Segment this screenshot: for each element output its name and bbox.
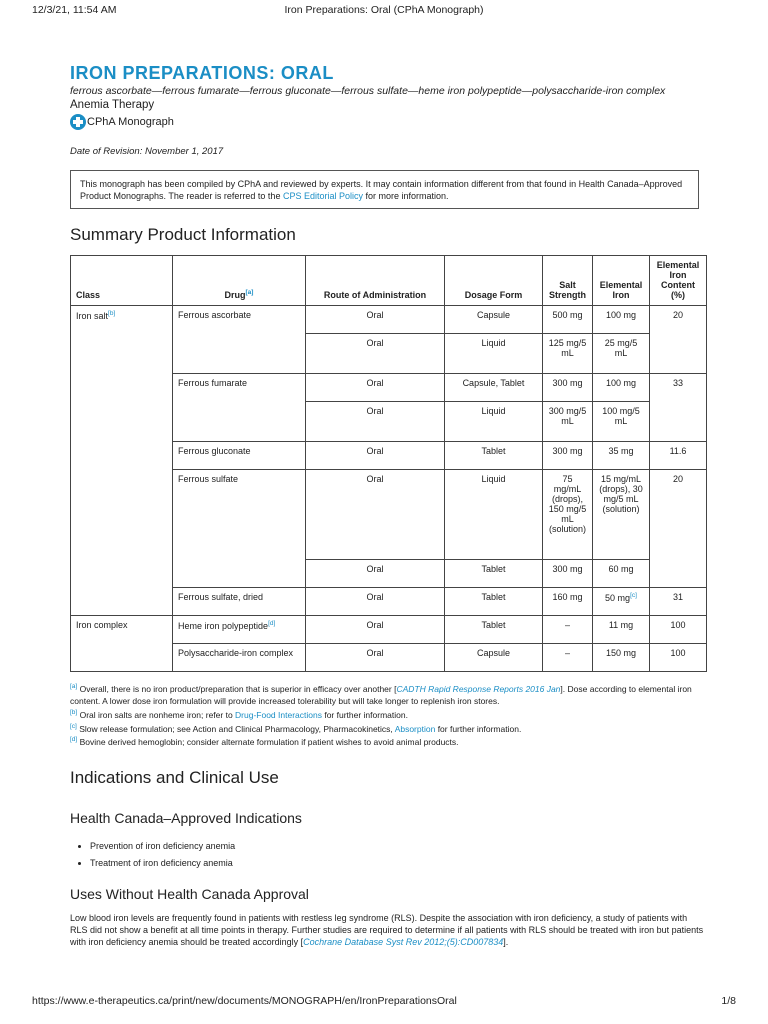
drug-cell: Ferrous gluconate	[173, 442, 306, 470]
col-drug	[173, 256, 306, 306]
form-cell: Tablet	[445, 442, 543, 470]
print-header	[0, 4, 768, 24]
form-cell: Liquid	[445, 402, 543, 442]
col-salt-strength: Salt Strength	[543, 256, 593, 306]
rls-text: Low blood iron levels are frequently found in patients with restless leg syndrome (RLS). Despite the association with iron deficiency, a study of patients with RLS did not show a benefit at all time points in therapy. Further studies are required to determine if all patients with RLS should be treated with iron but patients with iron deficiency anemia should be treated accordingly [	[70, 913, 704, 948]
print-doc-title: Iron Preparations: Oral (CPhA Monograph)	[284, 4, 484, 16]
drug-cell: Ferrous ascorbate	[173, 306, 306, 374]
footnote-a	[70, 681, 706, 707]
form-cell: Capsule	[445, 644, 543, 672]
footnote-c-text: Slow release formulation; see Action and Clinical Pharmacology, Pharmacokinetics,	[76, 723, 395, 734]
drug-label: Heme iron polypeptide	[178, 621, 269, 631]
class-cell	[71, 306, 173, 616]
content-cell: 11.6	[650, 442, 707, 470]
footnote-a-text-end: ]. Dose according to elemental iron content. A lower dose iron formulation will provide increased tolerability but will take longer to replenish iron stores.	[70, 683, 692, 706]
print-url: https://www.e-therapeutics.ca/print/new/documents/MONOGRAPH/en/IronPreparationsOral	[32, 995, 457, 1007]
footnote-b-text-end: for further information.	[321, 709, 408, 720]
cpha-cross-logo-icon	[70, 114, 86, 130]
salt-cell: 125 mg/5 mL	[543, 334, 593, 374]
route-cell: Oral	[306, 334, 445, 374]
col-elemental-iron: Elemental Iron	[593, 256, 650, 306]
class-label: Iron salt	[76, 311, 109, 321]
cadth-report-link[interactable]: CADTH Rapid Response Reports 2016 Jan	[396, 683, 561, 694]
footnote-c-ref[interactable]: [c]	[630, 592, 637, 599]
rls-paragraph	[70, 912, 706, 948]
content-cell: 100	[650, 616, 707, 644]
revision-date: Date of Revision: November 1, 2017	[70, 146, 224, 157]
form-cell: Capsule, Tablet	[445, 374, 543, 402]
drug-cell: Ferrous sulfate	[173, 470, 306, 588]
form-cell: Tablet	[445, 560, 543, 588]
drug-food-interactions-link[interactable]: Drug-Food Interactions	[235, 709, 322, 720]
salt-cell: –	[543, 616, 593, 644]
hc-indications-list	[70, 838, 706, 872]
footnote-a-text: Overall, there is no iron product/preparation that is superior in efficacy over another [	[77, 683, 397, 694]
class-cell: Iron complex	[71, 616, 173, 672]
drug-cell	[173, 616, 306, 644]
notice-text-end: for more information.	[362, 191, 449, 201]
list-item: • Prevention of iron deficiency anemia	[90, 838, 706, 855]
elemental-cell: 100 mg/5 mL	[593, 402, 650, 442]
footnote-b	[70, 707, 706, 721]
uses-without-approval-heading: Uses Without Health Canada Approval	[70, 886, 309, 903]
drug-cell: Ferrous sulfate, dried	[173, 588, 306, 616]
form-cell: Tablet	[445, 588, 543, 616]
table-row	[71, 616, 707, 644]
table-header-row	[71, 256, 707, 306]
drug-list-subtitle: ferrous ascorbate—ferrous fumarate—ferrous gluconate—ferrous sulfate—heme iron polypeptide—polysaccharide-iron complex	[70, 85, 666, 97]
content-cell: 20	[650, 470, 707, 588]
footnote-c-marker: [c]	[70, 722, 77, 730]
print-datetime: 12/3/21, 11:54 AM	[32, 4, 117, 16]
page-title: IRON PREPARATIONS: ORAL	[70, 63, 334, 83]
hc-approved-heading: Health Canada–Approved Indications	[70, 810, 302, 827]
content-cell: 20	[650, 306, 707, 374]
footnote-c-text-end: for further information.	[435, 723, 522, 734]
therapy-class: Anemia Therapy	[70, 99, 155, 111]
summary-heading: Summary Product Information	[70, 225, 296, 244]
footnote-d	[70, 734, 706, 748]
elemental-cell: 60 mg	[593, 560, 650, 588]
route-cell: Oral	[306, 402, 445, 442]
footnote-d-ref[interactable]: [d]	[268, 620, 276, 627]
route-cell: Oral	[306, 470, 445, 560]
print-page-number: 1/8	[721, 995, 736, 1007]
salt-cell: 300 mg	[543, 442, 593, 470]
notice-text: This monograph has been compiled by CPhA and reviewed by experts. It may contain information different from that found in Health Canada–Approved Product Monographs. The reader is referred to the	[80, 179, 683, 201]
cps-editorial-policy-link[interactable]: CPS Editorial Policy	[282, 191, 363, 201]
col-class: Class	[71, 256, 173, 306]
footnote-a-marker: [a]	[70, 683, 78, 690]
absorption-link[interactable]: Absorption	[394, 723, 436, 734]
table-footnotes	[70, 681, 706, 748]
brand	[70, 112, 706, 132]
route-cell: Oral	[306, 306, 445, 334]
salt-cell: 500 mg	[543, 306, 593, 334]
drug-cell: Ferrous fumarate	[173, 374, 306, 442]
elemental-cell: 100 mg	[593, 374, 650, 402]
col-iron-content: Elemental Iron Content (%)	[650, 256, 707, 306]
brand-label: CPhA Monograph	[87, 116, 174, 128]
form-cell: Capsule	[445, 306, 543, 334]
route-cell: Oral	[306, 374, 445, 402]
table-row	[71, 306, 707, 334]
elemental-cell: 25 mg/5 mL	[593, 334, 650, 374]
route-cell: Oral	[306, 560, 445, 588]
indications-heading: Indications and Clinical Use	[70, 768, 279, 788]
elemental-cell: 15 mg/mL (drops), 30 mg/5 mL (solution)	[593, 470, 650, 560]
salt-cell: –	[543, 644, 593, 672]
route-cell: Oral	[306, 616, 445, 644]
footnote-d-marker: [d]	[70, 736, 78, 744]
drug-cell: Polysaccharide-iron complex	[173, 644, 306, 672]
salt-cell: 300 mg	[543, 374, 593, 402]
cochrane-review-link[interactable]: Cochrane Database Syst Rev 2012;(5):CD007834	[303, 937, 504, 948]
salt-cell: 300 mg/5 mL	[543, 402, 593, 442]
footnote-a-ref[interactable]: [a]	[245, 289, 254, 296]
col-dosage-form: Dosage Form	[445, 256, 543, 306]
footnote-d-text: Bovine derived hemoglobin; consider alternate formulation if patient wishes to avoid animal products.	[77, 737, 459, 748]
form-cell: Liquid	[445, 334, 543, 374]
list-item: • Treatment of iron deficiency anemia	[90, 855, 706, 872]
elemental-cell: 35 mg	[593, 442, 650, 470]
footnote-b-marker: [b]	[70, 708, 78, 716]
route-cell: Oral	[306, 442, 445, 470]
form-cell: Liquid	[445, 470, 543, 560]
rls-text-end: ].	[503, 937, 509, 948]
elemental-cell: 100 mg	[593, 306, 650, 334]
salt-cell: 300 mg	[543, 560, 593, 588]
form-cell: Tablet	[445, 616, 543, 644]
footnote-b-ref[interactable]: [b]	[108, 310, 116, 317]
footnote-c	[70, 721, 706, 735]
salt-cell: 160 mg	[543, 588, 593, 616]
footnote-b-text: Oral iron salts are nonheme iron; refer to	[77, 709, 236, 720]
content-cell: 33	[650, 374, 707, 442]
route-cell: Oral	[306, 644, 445, 672]
col-route: Route of Administration	[306, 256, 445, 306]
col-drug-label: Drug	[224, 290, 246, 300]
elemental-cell: 150 mg	[593, 644, 650, 672]
elemental-cell	[593, 588, 650, 616]
editorial-notice	[70, 170, 699, 209]
salt-cell: 75 mg/mL (drops), 150 mg/5 mL (solution)	[543, 470, 593, 560]
content-cell: 31	[650, 588, 707, 616]
route-cell: Oral	[306, 588, 445, 616]
content-cell: 100	[650, 644, 707, 672]
elemental-value: 50 mg	[605, 593, 631, 603]
elemental-cell: 11 mg	[593, 616, 650, 644]
summary-product-table	[70, 255, 707, 672]
monograph-page	[70, 62, 706, 957]
